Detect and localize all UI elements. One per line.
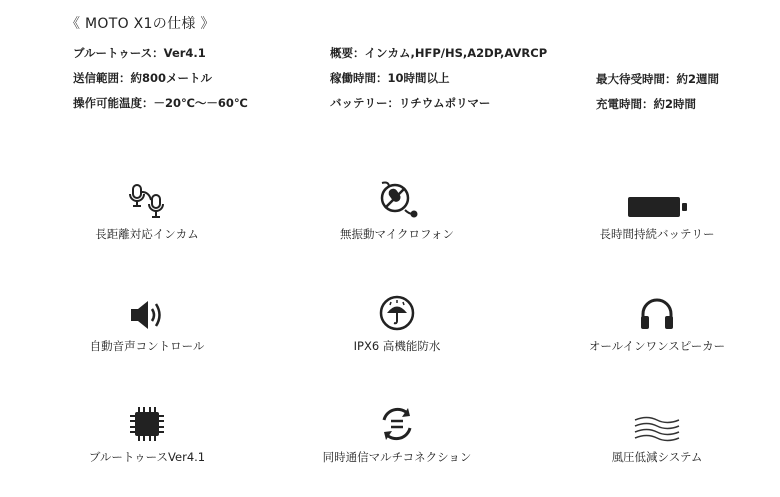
feature-label: 長距離対応インカム	[95, 227, 199, 241]
feature-multi-connection	[277, 403, 517, 465]
feature-label: 長時間持続バッテリー	[599, 227, 715, 241]
page-title: 《 MOTO X1の仕様 》	[66, 16, 215, 32]
feature-long-range-intercom	[27, 180, 267, 242]
dual-microphone-icon	[127, 182, 167, 220]
feature-label: 風圧低減システム	[611, 450, 703, 464]
feature-label: 同時通信マルチコネクション	[322, 450, 472, 464]
spec-overview: 概要：インカム,HFP/HS,A2DP,AVRCP	[330, 46, 548, 60]
feature-label: 自動音声コントロール	[89, 339, 205, 353]
chip-icon	[127, 405, 167, 443]
battery-icon	[626, 194, 688, 220]
spec-charge: 充電時間：約2時間	[596, 97, 697, 111]
wind-waves-icon	[633, 413, 681, 443]
spec-bluetooth: ブルートゥース：Ver4.1	[73, 46, 206, 60]
spec-standby: 最大待受時間：約2週間	[596, 72, 720, 86]
spec-battery: バッテリー：リチウムポリマー	[330, 96, 491, 110]
feature-bluetooth-version	[27, 403, 267, 465]
feature-waterproof	[277, 292, 517, 354]
feature-label: IPX6 高機能防水	[353, 339, 441, 353]
no-vibration-microphone-icon	[375, 180, 419, 220]
feature-all-in-one-speaker	[537, 292, 777, 354]
feature-label: 無振動マイクロフォン	[340, 227, 454, 241]
sync-connection-icon	[377, 405, 417, 443]
spec-temperature: 操作可能温度：－20℃～－60℃	[73, 96, 248, 110]
feature-wind-reduction	[537, 403, 777, 465]
speaker-icon	[127, 298, 167, 332]
spec-runtime: 稼働時間：10時間以上	[330, 71, 450, 85]
feature-long-battery	[537, 180, 777, 242]
feature-label: ブルートゥースVer4.1	[88, 450, 206, 464]
spec-range: 送信範囲：約800メートル	[73, 71, 213, 85]
umbrella-waterproof-icon	[377, 294, 417, 332]
headphones-icon	[637, 296, 677, 332]
feature-auto-voice-control	[27, 292, 267, 354]
feature-label: オールインワンスピーカー	[588, 339, 726, 353]
feature-no-vibration-mic	[277, 180, 517, 242]
